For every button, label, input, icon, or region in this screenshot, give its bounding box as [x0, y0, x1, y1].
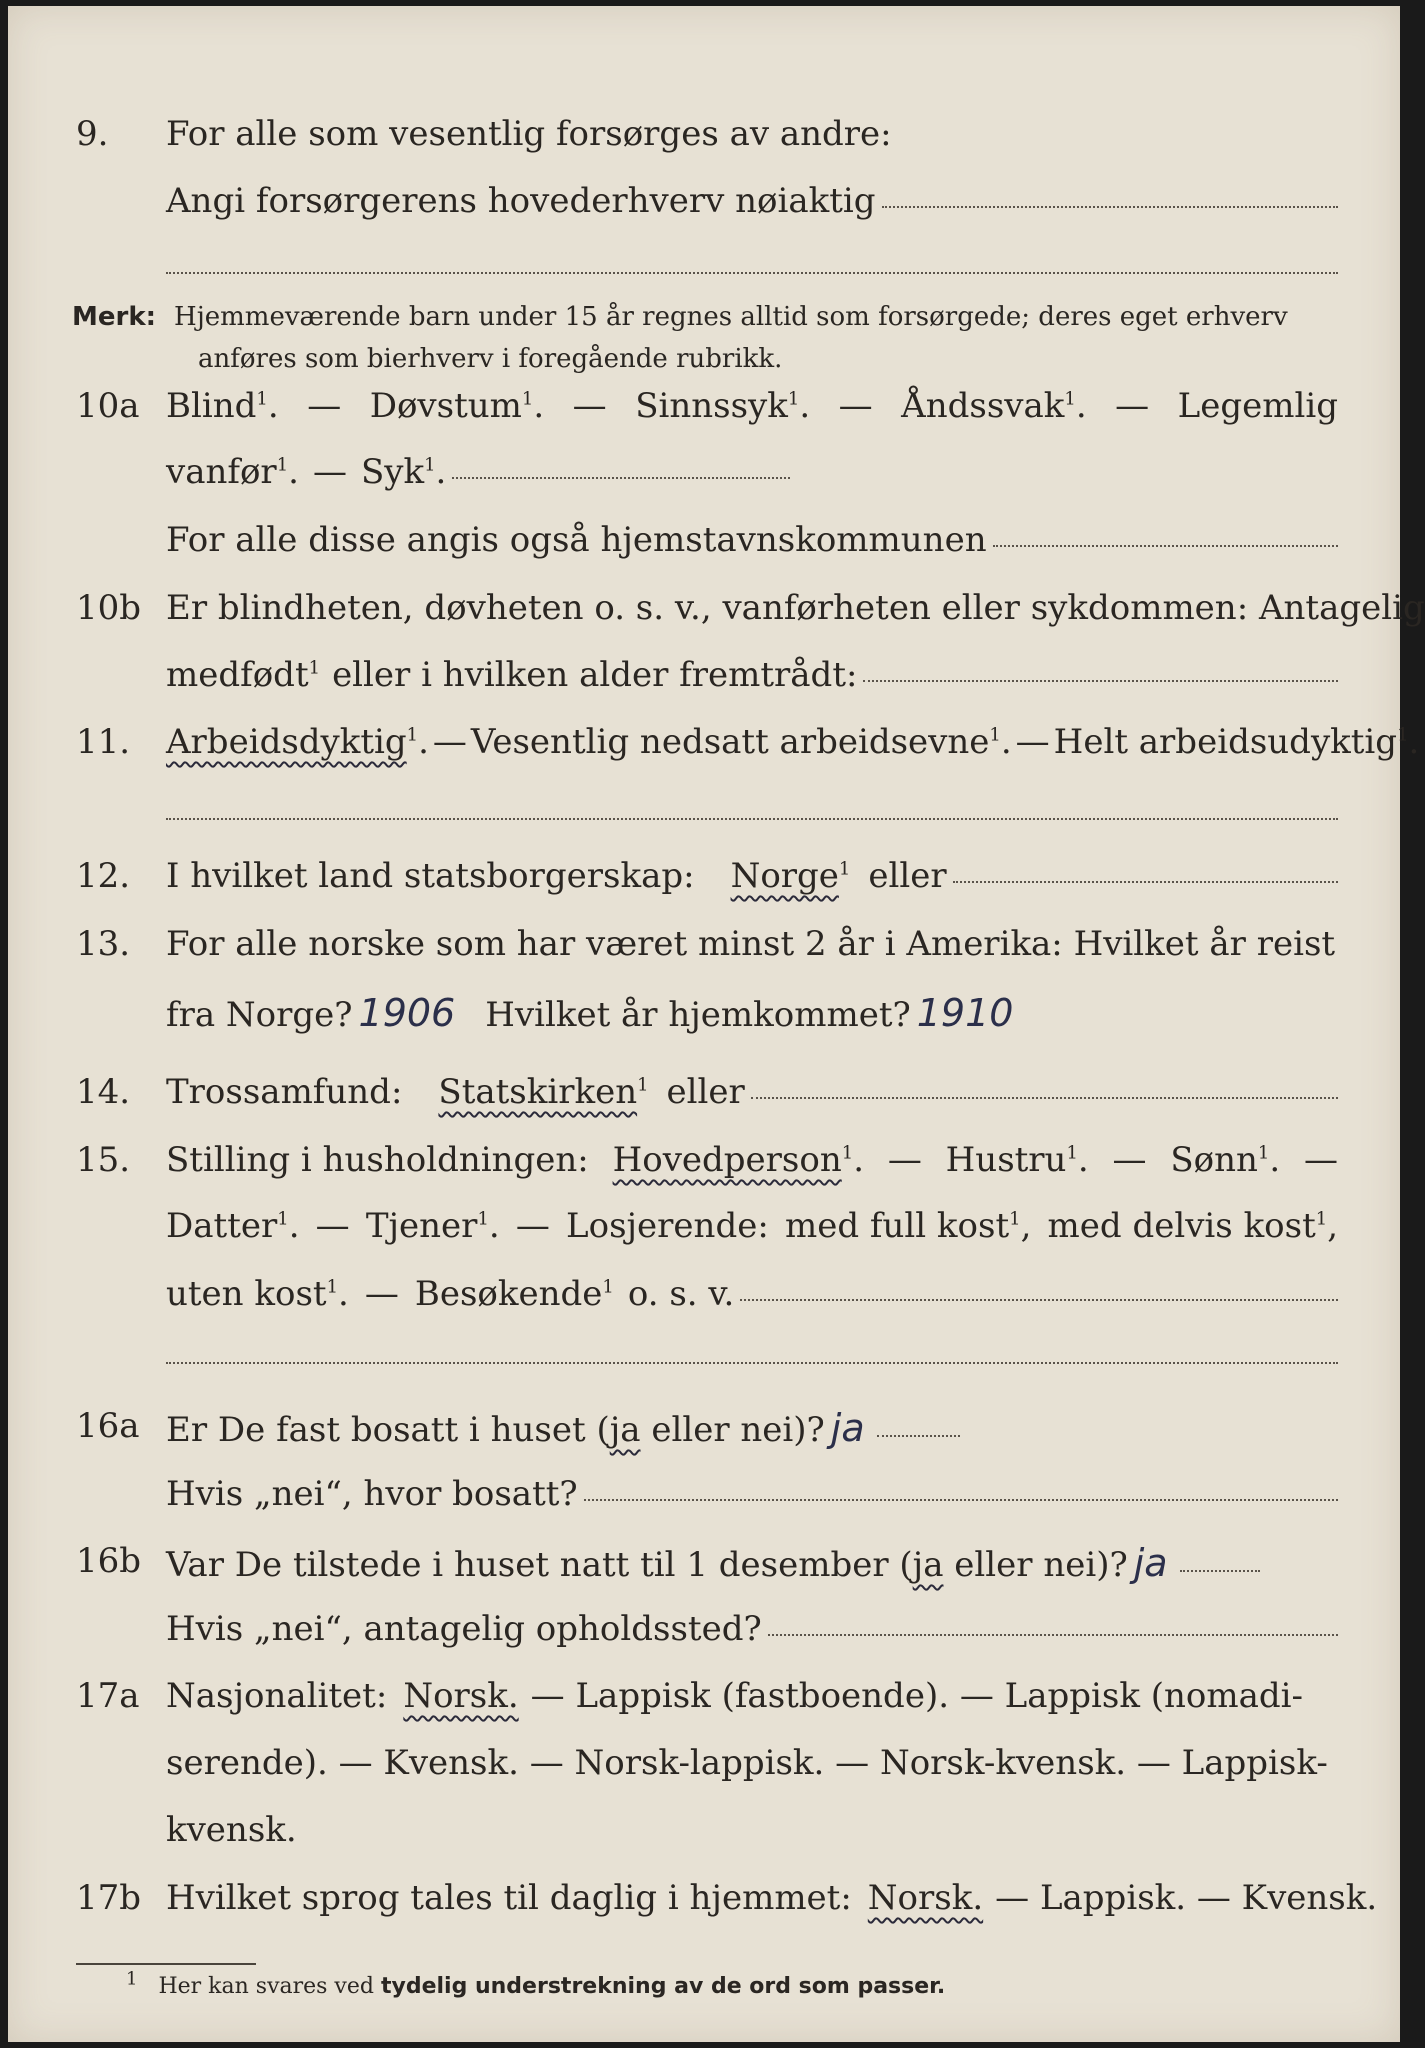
merk-line-1: Hjemmeværende barn under 15 år regnes alltid som forsørgede; deres eget erhverv — [174, 302, 1288, 332]
q13-number: 13. — [76, 924, 131, 964]
dash: — — [887, 1140, 922, 1180]
dash: — — [572, 386, 607, 426]
dash: — — [1015, 722, 1050, 762]
q17a-label: Nasjonalitet: — [166, 1676, 388, 1716]
option-statskirken[interactable]: Statskirken$^1$ — [438, 1072, 649, 1112]
q16b-question: Var De tilstede i huset natt til 1 desember (ja eller nei)? — [166, 1545, 1128, 1585]
option-arbeidsdyktig[interactable]: Arbeidsdyktig$^1$. — [166, 722, 429, 762]
q16a-where-field[interactable] — [584, 1499, 1338, 1501]
q13-departure-label: fra Norge? — [166, 995, 353, 1035]
q15-other-field[interactable] — [740, 1299, 1338, 1301]
option-full-kost[interactable]: med full kost$^1$, — [784, 1206, 1032, 1246]
option-blind[interactable]: Blind$^1$. — [166, 386, 279, 426]
q9-occupation-field[interactable] — [882, 206, 1338, 208]
q16b-number: 16b — [76, 1541, 142, 1581]
q16b-answer[interactable]: ja — [1133, 1541, 1168, 1585]
q10a-hjemstavn-field[interactable] — [993, 545, 1338, 547]
q16a-field[interactable] — [877, 1435, 960, 1437]
q16b-field[interactable] — [1180, 1570, 1260, 1572]
option-hovedperson[interactable]: Hovedperson$^1$. — [612, 1140, 865, 1180]
q10a-hjemstavn-label: For alle disse angis også hjemstavnskommunen — [166, 520, 987, 560]
q10b-text: Er blindheten, døvheten o. s. v., vanførheten eller sykdommen: Antagelig — [166, 588, 1425, 628]
option-nedsatt-arbeidsevne[interactable]: Vesentlig nedsatt arbeidsevne$^1$. — [470, 722, 1012, 762]
q12-number: 12. — [76, 856, 131, 896]
option-sonn[interactable]: Sønn$^1$. — [1170, 1140, 1281, 1180]
dash: — — [1303, 1140, 1338, 1180]
option-hustru[interactable]: Hustru$^1$. — [945, 1140, 1089, 1180]
q17b-number: 17b — [76, 1878, 142, 1918]
dash: — — [315, 1206, 350, 1246]
q15-number: 15. — [76, 1140, 131, 1180]
dash: — — [1112, 1140, 1147, 1180]
option-vanfor[interactable]: vanfør$^1$. — [166, 452, 299, 492]
q9-number: 9. — [76, 114, 109, 154]
option-arbeidsudyktig[interactable]: Helt arbeidsudyktig$^1$. — [1053, 722, 1420, 762]
q9-occupation-label: Angi forsørgerens hovederhverv nøiaktig — [166, 181, 876, 221]
q11-number: 11. — [76, 722, 131, 762]
merk-label: Merk: — [72, 302, 157, 332]
q17a-options-2: serende). — Kvensk. — Norsk-lappisk. — Norsk-kvensk. — Lappisk- — [166, 1743, 1328, 1783]
q13-departure-answer[interactable]: 1906 — [358, 991, 456, 1035]
dash: — — [364, 1274, 399, 1314]
option-datter[interactable]: Datter$^1$. — [166, 1206, 300, 1246]
footnote-bold: tydelig understrekning av de ord som passer. — [380, 1974, 946, 1999]
q15-losjerende: Losjerende: — [566, 1206, 769, 1246]
merk-note — [72, 296, 1338, 380]
q15-label: Stilling i husholdningen: — [166, 1140, 589, 1180]
q12-text: I hvilket land statsborgerskap: — [166, 856, 695, 896]
q10b-alder-label: eller i hvilken alder fremtrådt: — [332, 655, 858, 695]
q10a-syk-field[interactable] — [452, 477, 790, 479]
dash: — — [432, 722, 467, 762]
q16a-number: 16a — [76, 1406, 140, 1446]
q10a-number: 10a — [76, 386, 140, 426]
merk-line-2: anføres som bierhverv i foregående rubrikk. — [198, 344, 783, 374]
option-norge[interactable]: Norge$^1$ — [730, 856, 851, 896]
option-uten-kost[interactable]: uten kost$^1$. — [166, 1274, 349, 1314]
q14-trossamfund-field[interactable] — [751, 1097, 1338, 1099]
q9-text: For alle som vesentlig forsørges av andre: — [166, 114, 892, 154]
q16b-where-label: Hvis „nei“, antagelig opholdssted? — [166, 1609, 762, 1649]
q11-field[interactable] — [166, 818, 1338, 820]
q13-text: For alle norske som har været minst 2 år i Amerika: Hvilket år reist — [166, 924, 1336, 964]
q17a-number: 17a — [76, 1676, 140, 1716]
q16a-answer[interactable]: ja — [830, 1406, 865, 1450]
q14-eller: eller — [666, 1072, 745, 1112]
footnote-mark: 1 — [126, 1968, 138, 1990]
q13-return-answer[interactable]: 1910 — [916, 991, 1014, 1035]
census-form-page — [8, 6, 1425, 2042]
dash: — — [312, 452, 347, 492]
option-tjener[interactable]: Tjener$^1$. — [365, 1206, 500, 1246]
option-norsk[interactable]: Norsk. — [403, 1676, 519, 1716]
option-sinnssyk[interactable]: Sinnssyk$^1$. — [635, 386, 811, 426]
q16a-where-label: Hvis „nei“, hvor bosatt? — [166, 1474, 578, 1514]
dash: — — [838, 386, 873, 426]
q12-eller: eller — [868, 856, 947, 896]
q17b-options: — Lappisk. — Kvensk. — [995, 1878, 1378, 1918]
dash: — — [515, 1206, 550, 1246]
option-dovstum[interactable]: Døvstum$^1$. — [369, 386, 545, 426]
q17a-options-3: kvensk. — [166, 1810, 297, 1850]
q16b-where-field[interactable] — [768, 1634, 1338, 1636]
q15-osv: o. s. v. — [627, 1274, 735, 1314]
option-medfodt[interactable]: medfødt$^1$ — [166, 655, 321, 695]
option-syk[interactable]: Syk$^1$. — [360, 452, 447, 492]
q9-occupation-field-2[interactable] — [166, 272, 1338, 274]
q17b-label: Hvilket sprog tales til daglig i hjemmet: — [166, 1878, 852, 1918]
option-legemlig[interactable]: Legemlig — [1177, 386, 1338, 426]
footnote — [126, 1968, 946, 1999]
dash: — — [307, 386, 342, 426]
q12-country-field[interactable] — [953, 881, 1338, 883]
option-delvis-kost[interactable]: med delvis kost$^1$, — [1047, 1206, 1339, 1246]
dash: — — [1115, 386, 1150, 426]
footnote-rule — [76, 1963, 256, 1965]
q17a-options-1: — Lappisk (fastboende). — Lappisk (nomadi- — [530, 1676, 1304, 1716]
q14-number: 14. — [76, 1072, 131, 1112]
q13-return-label: Hvilket år hjemkommet? — [485, 995, 911, 1035]
option-andssvak[interactable]: Åndssvak$^1$. — [901, 386, 1087, 426]
q10b-alder-field[interactable] — [863, 680, 1338, 682]
q16a-question: Er De fast bosatt i huset (ja eller nei)? — [166, 1410, 825, 1450]
q10b-number: 10b — [76, 588, 142, 628]
option-norsk[interactable]: Norsk. — [867, 1878, 984, 1918]
option-ja[interactable]: ja — [912, 1545, 944, 1585]
option-ja[interactable]: ja — [609, 1410, 641, 1450]
footnote-text: Her kan svares ved — [158, 1974, 374, 1999]
q14-text: Trossamfund: — [166, 1072, 403, 1112]
q15-other-field-2[interactable] — [166, 1362, 1338, 1364]
option-besokende[interactable]: Besøkende$^1$ — [414, 1274, 614, 1314]
